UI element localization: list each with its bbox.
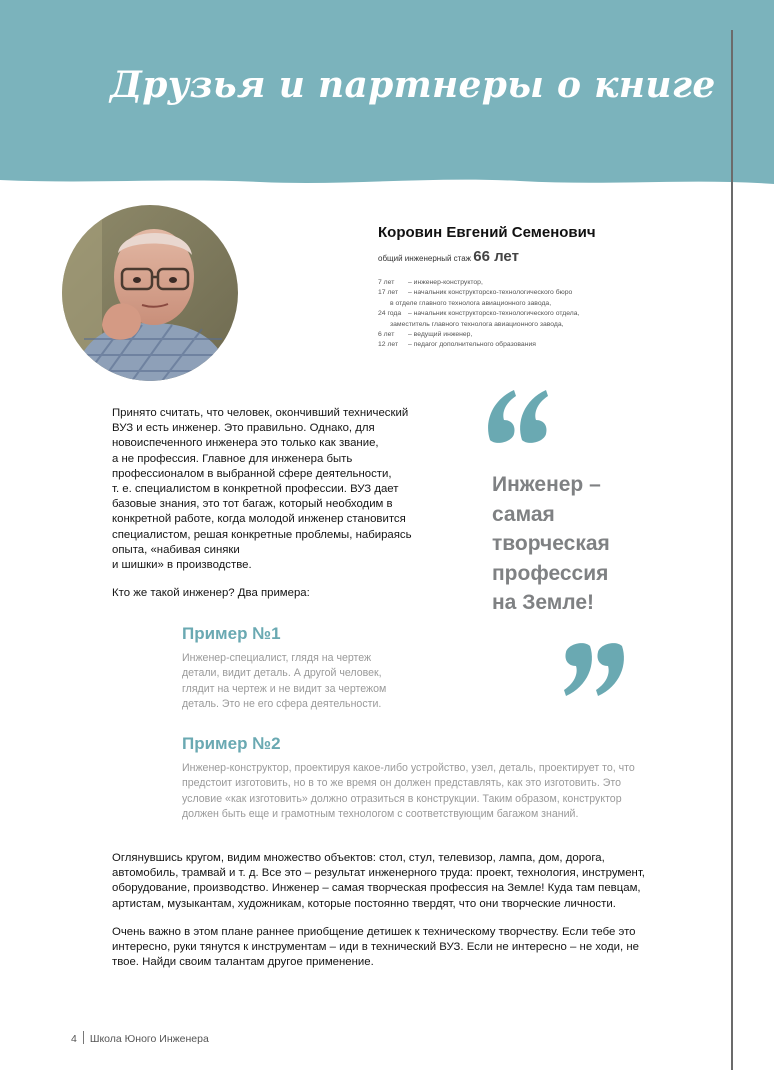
career-row: заместитель главного технолога авиационного завода, <box>390 320 564 328</box>
experience-label: общий инженерный стаж <box>378 254 472 263</box>
example-1-title: Пример №1 <box>182 624 281 643</box>
example-2-text: Инженер-конструктор, проектируя какое-либо устройство, узел, деталь, проектирует то, что предстоит изготовить, но в то же время он должен представлять, как это изготовить. Это условие «как изготовить» должно отразиться в конструкции. Таким образом, конструктор должен быть еще и грамотным технологом с соответствующим багажом знаний. <box>182 762 635 821</box>
pull-quote: Инженер – самая творческая профессия на Земле! <box>492 473 610 614</box>
career-list <box>378 278 678 351</box>
career-row: 7 лет – инженер-конструктор, <box>378 279 483 286</box>
book-title: Школа Юного Инженера <box>89 1033 209 1045</box>
quote-close-icon <box>558 634 628 704</box>
intro-paragraph: Принято считать, что человек, окончивший технический ВУЗ и есть инженер. Это правильно. Однако, для новоиспеченного инженера это только как звание, а не профессия. Главное для инженера быть профессионалом в выбранной сфере деятельности, т. е. специалистом в конкретной профессии. ВУЗ дает базовые знания, это тот багаж, который необходим в конкретной работе, когда молодой инженер становится специалистом, решая конкретные проблемы, набираясь опыта, «набивая синяки и шишки» в производстве. <box>112 407 412 572</box>
quote-open-icon <box>484 382 554 452</box>
page-number: 4 <box>71 1033 77 1045</box>
experience-value: 66 лет <box>473 248 519 265</box>
page-footer <box>71 1031 209 1045</box>
page-edge-line <box>731 30 733 1070</box>
closing-paragraph-1: Оглянувшись кругом, видим множество объектов: стол, стул, телевизор, лампа, дом, дорога, автомобиль, трамвай и т. д. Все это – результат инженерного труда: проект, технология, инструмент, оборудование, производство. Инженер – самая творческая профессия на Земле! Куда там певцам, артистам, музыкантам, художникам, которые постоянно твердят, что они творческие личности. <box>112 852 645 910</box>
career-row: 12 лет – педагог дополнительного образования <box>378 341 536 349</box>
portrait-photo <box>62 205 238 381</box>
person-name: Коровин Евгений Семенович <box>378 224 596 241</box>
page-title: Друзья и партнеры о книге <box>110 64 716 106</box>
examples-question: Кто же такой инженер? Два примера: <box>112 587 310 599</box>
portrait-illustration <box>62 205 238 381</box>
example-1-text: Инженер-специалист, глядя на чертеж детали, видит деталь. А другой человек, глядит на чертеж и не видит за чертежом деталь. Это не его сфера деятельности. <box>182 652 387 711</box>
closing-paragraph-2: Очень важно в этом плане раннее приобщение детишек к техническому творчеству. Если тебе это интересно, руки тянутся к инструментам – иди в технический ВУЗ. Если не интересно – не ходи, не твое. Найди своим талантам другое применение. <box>112 926 639 969</box>
career-row: в отделе главного технолога авиационного завода, <box>390 299 552 307</box>
example-2-title: Пример №2 <box>182 734 281 753</box>
career-row: 6 лет – ведущий инженер, <box>378 331 473 339</box>
experience-line <box>378 248 519 265</box>
footer-divider <box>83 1031 84 1044</box>
career-row: 24 года – начальник конструкторско-технологического отдела, <box>378 310 580 318</box>
career-row: 17 лет – начальник конструкторско-технологического бюро <box>378 289 573 297</box>
